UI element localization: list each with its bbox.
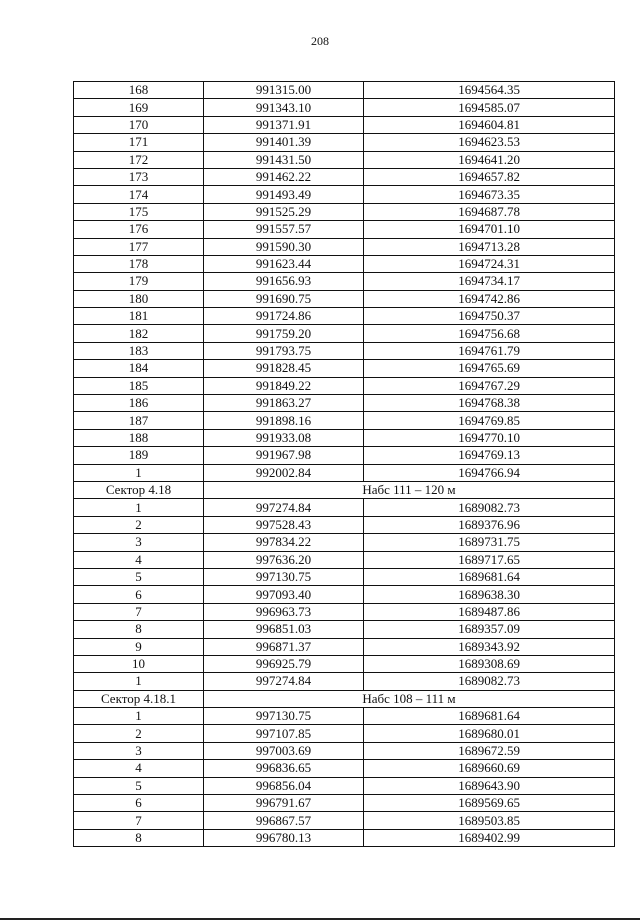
x-coordinate-cell: 996871.37 <box>203 638 363 655</box>
x-coordinate-cell: 991759.20 <box>203 325 363 342</box>
table-row <box>74 568 615 585</box>
y-coordinate-cell: 1694641.20 <box>364 151 615 168</box>
point-number-cell: 8 <box>74 829 204 846</box>
x-coordinate-cell: 991431.50 <box>203 151 363 168</box>
point-number-cell: 169 <box>74 99 204 116</box>
x-coordinate-cell: 991793.75 <box>203 342 363 359</box>
table-row <box>74 429 615 446</box>
y-coordinate-cell: 1689672.59 <box>364 742 615 759</box>
x-coordinate-cell: 991828.45 <box>203 360 363 377</box>
y-coordinate-cell: 1689082.73 <box>364 673 615 690</box>
x-coordinate-cell: 997528.43 <box>203 516 363 533</box>
y-coordinate-cell: 1694770.10 <box>364 429 615 446</box>
x-coordinate-cell: 996791.67 <box>203 795 363 812</box>
y-coordinate-cell: 1694713.28 <box>364 238 615 255</box>
sector-header-row <box>74 481 615 498</box>
y-coordinate-cell: 1694724.31 <box>364 255 615 272</box>
x-coordinate-cell: 996780.13 <box>203 829 363 846</box>
x-coordinate-cell: 991724.86 <box>203 308 363 325</box>
table-row <box>74 655 615 672</box>
x-coordinate-cell: 997003.69 <box>203 742 363 759</box>
x-coordinate-cell: 997274.84 <box>203 499 363 516</box>
y-coordinate-cell: 1689643.90 <box>364 777 615 794</box>
point-number-cell: 184 <box>74 360 204 377</box>
point-number-cell: 181 <box>74 308 204 325</box>
x-coordinate-cell: 997274.84 <box>203 673 363 690</box>
table-row <box>74 742 615 759</box>
table-row <box>74 134 615 151</box>
x-coordinate-cell: 991967.98 <box>203 447 363 464</box>
point-number-cell: 7 <box>74 603 204 620</box>
table-row <box>74 342 615 359</box>
y-coordinate-cell: 1694756.68 <box>364 325 615 342</box>
y-coordinate-cell: 1689308.69 <box>364 655 615 672</box>
x-coordinate-cell: 996851.03 <box>203 621 363 638</box>
point-number-cell: 1 <box>74 464 204 481</box>
y-coordinate-cell: 1689487.86 <box>364 603 615 620</box>
point-number-cell: 3 <box>74 742 204 759</box>
point-number-cell: 168 <box>74 82 204 99</box>
point-number-cell: 5 <box>74 777 204 794</box>
point-number-cell: 6 <box>74 795 204 812</box>
x-coordinate-cell: 991525.29 <box>203 203 363 220</box>
x-coordinate-cell: 991343.10 <box>203 99 363 116</box>
y-coordinate-cell: 1689681.64 <box>364 708 615 725</box>
x-coordinate-cell: 991623.44 <box>203 255 363 272</box>
x-coordinate-cell: 991849.22 <box>203 377 363 394</box>
y-coordinate-cell: 1694742.86 <box>364 290 615 307</box>
y-coordinate-cell: 1689638.30 <box>364 586 615 603</box>
table-row <box>74 777 615 794</box>
y-coordinate-cell: 1694734.17 <box>364 273 615 290</box>
table-row <box>74 308 615 325</box>
table-row <box>74 186 615 203</box>
x-coordinate-cell: 991401.39 <box>203 134 363 151</box>
point-number-cell: 178 <box>74 255 204 272</box>
page-bottom-edge <box>0 918 640 920</box>
table-row <box>74 82 615 99</box>
point-number-cell: 186 <box>74 395 204 412</box>
table-row <box>74 829 615 846</box>
table-row <box>74 168 615 185</box>
y-coordinate-cell: 1694564.35 <box>364 82 615 99</box>
y-coordinate-cell: 1694768.38 <box>364 395 615 412</box>
x-coordinate-cell: 996856.04 <box>203 777 363 794</box>
table-row <box>74 99 615 116</box>
point-number-cell: 2 <box>74 516 204 533</box>
x-coordinate-cell: 997130.75 <box>203 708 363 725</box>
x-coordinate-cell: 991462.22 <box>203 168 363 185</box>
table-row <box>74 638 615 655</box>
sector-header-row <box>74 690 615 707</box>
y-coordinate-cell: 1694623.53 <box>364 134 615 151</box>
sector-height-cell: Набс 111 – 120 м <box>203 481 614 498</box>
point-number-cell: 189 <box>74 447 204 464</box>
y-coordinate-cell: 1694761.79 <box>364 342 615 359</box>
table-row <box>74 447 615 464</box>
x-coordinate-cell: 991493.49 <box>203 186 363 203</box>
page-number: 208 <box>311 34 329 48</box>
x-coordinate-cell: 991315.00 <box>203 82 363 99</box>
y-coordinate-cell: 1694767.29 <box>364 377 615 394</box>
y-coordinate-cell: 1689660.69 <box>364 760 615 777</box>
x-coordinate-cell: 991690.75 <box>203 290 363 307</box>
y-coordinate-cell: 1689343.92 <box>364 638 615 655</box>
point-number-cell: 5 <box>74 568 204 585</box>
table-row <box>74 116 615 133</box>
point-number-cell: 1 <box>74 708 204 725</box>
point-number-cell: 3 <box>74 534 204 551</box>
y-coordinate-cell: 1689731.75 <box>364 534 615 551</box>
x-coordinate-cell: 996925.79 <box>203 655 363 672</box>
table-row <box>74 151 615 168</box>
x-coordinate-cell: 997093.40 <box>203 586 363 603</box>
point-number-cell: 1 <box>74 499 204 516</box>
y-coordinate-cell: 1694766.94 <box>364 464 615 481</box>
sector-height-cell: Набс 108 – 111 м <box>203 690 614 707</box>
point-number-cell: 180 <box>74 290 204 307</box>
table-row <box>74 255 615 272</box>
y-coordinate-cell: 1689680.01 <box>364 725 615 742</box>
table-row <box>74 551 615 568</box>
point-number-cell: 171 <box>74 134 204 151</box>
y-coordinate-cell: 1689681.64 <box>364 568 615 585</box>
x-coordinate-cell: 997636.20 <box>203 551 363 568</box>
point-number-cell: 4 <box>74 760 204 777</box>
y-coordinate-cell: 1694769.85 <box>364 412 615 429</box>
table-row <box>74 377 615 394</box>
table-row <box>74 464 615 481</box>
x-coordinate-cell: 991933.08 <box>203 429 363 446</box>
y-coordinate-cell: 1689082.73 <box>364 499 615 516</box>
point-number-cell: 179 <box>74 273 204 290</box>
y-coordinate-cell: 1689717.65 <box>364 551 615 568</box>
point-number-cell: 170 <box>74 116 204 133</box>
sector-name-cell: Сектор 4.18 <box>74 481 204 498</box>
x-coordinate-cell: 991371.91 <box>203 116 363 133</box>
point-number-cell: 2 <box>74 725 204 742</box>
table-row <box>74 360 615 377</box>
table-row <box>74 586 615 603</box>
y-coordinate-cell: 1689357.09 <box>364 621 615 638</box>
x-coordinate-cell: 996963.73 <box>203 603 363 620</box>
table-row <box>74 673 615 690</box>
x-coordinate-cell: 997834.22 <box>203 534 363 551</box>
table-row <box>74 221 615 238</box>
point-number-cell: 175 <box>74 203 204 220</box>
point-number-cell: 9 <box>74 638 204 655</box>
x-coordinate-cell: 996836.65 <box>203 760 363 777</box>
table-row <box>74 516 615 533</box>
y-coordinate-cell: 1694673.35 <box>364 186 615 203</box>
sector-name-cell: Сектор 4.18.1 <box>74 690 204 707</box>
table-row <box>74 725 615 742</box>
point-number-cell: 8 <box>74 621 204 638</box>
x-coordinate-cell: 997130.75 <box>203 568 363 585</box>
coordinates-table-body <box>74 82 615 847</box>
table-row <box>74 760 615 777</box>
x-coordinate-cell: 991656.93 <box>203 273 363 290</box>
table-row <box>74 812 615 829</box>
y-coordinate-cell: 1694765.69 <box>364 360 615 377</box>
y-coordinate-cell: 1694687.78 <box>364 203 615 220</box>
table-row <box>74 603 615 620</box>
y-coordinate-cell: 1694585.07 <box>364 99 615 116</box>
table-row <box>74 795 615 812</box>
y-coordinate-cell: 1689376.96 <box>364 516 615 533</box>
point-number-cell: 4 <box>74 551 204 568</box>
point-number-cell: 185 <box>74 377 204 394</box>
table-row <box>74 621 615 638</box>
y-coordinate-cell: 1694701.10 <box>364 221 615 238</box>
point-number-cell: 187 <box>74 412 204 429</box>
point-number-cell: 177 <box>74 238 204 255</box>
x-coordinate-cell: 991590.30 <box>203 238 363 255</box>
table-row <box>74 203 615 220</box>
y-coordinate-cell: 1689402.99 <box>364 829 615 846</box>
table-row <box>74 499 615 516</box>
table-row <box>74 290 615 307</box>
point-number-cell: 182 <box>74 325 204 342</box>
point-number-cell: 183 <box>74 342 204 359</box>
y-coordinate-cell: 1694657.82 <box>364 168 615 185</box>
point-number-cell: 173 <box>74 168 204 185</box>
point-number-cell: 10 <box>74 655 204 672</box>
point-number-cell: 172 <box>74 151 204 168</box>
x-coordinate-cell: 991863.27 <box>203 395 363 412</box>
table-row <box>74 273 615 290</box>
point-number-cell: 1 <box>74 673 204 690</box>
point-number-cell: 6 <box>74 586 204 603</box>
x-coordinate-cell: 991557.57 <box>203 221 363 238</box>
y-coordinate-cell: 1689569.65 <box>364 795 615 812</box>
y-coordinate-cell: 1694750.37 <box>364 308 615 325</box>
table-row <box>74 238 615 255</box>
point-number-cell: 176 <box>74 221 204 238</box>
y-coordinate-cell: 1694769.13 <box>364 447 615 464</box>
table-row <box>74 325 615 342</box>
point-number-cell: 7 <box>74 812 204 829</box>
point-number-cell: 188 <box>74 429 204 446</box>
table-row <box>74 708 615 725</box>
y-coordinate-cell: 1694604.81 <box>364 116 615 133</box>
table-row <box>74 395 615 412</box>
coordinates-table <box>73 81 615 847</box>
table-row <box>74 534 615 551</box>
y-coordinate-cell: 1689503.85 <box>364 812 615 829</box>
table-row <box>74 412 615 429</box>
x-coordinate-cell: 996867.57 <box>203 812 363 829</box>
point-number-cell: 174 <box>74 186 204 203</box>
x-coordinate-cell: 992002.84 <box>203 464 363 481</box>
x-coordinate-cell: 997107.85 <box>203 725 363 742</box>
x-coordinate-cell: 991898.16 <box>203 412 363 429</box>
